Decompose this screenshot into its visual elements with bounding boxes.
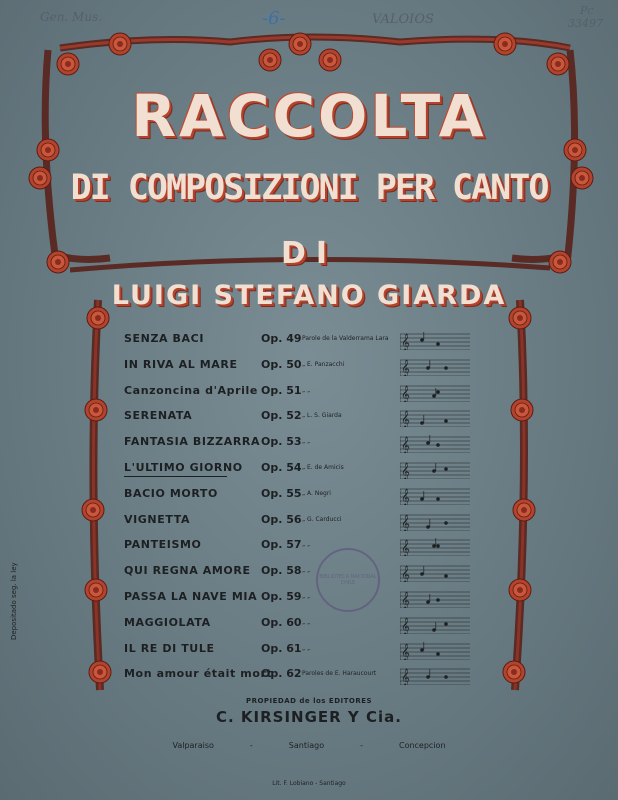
song-title: Canzoncina d'Aprile [124, 383, 258, 397]
song-title: SERENATA [124, 409, 193, 423]
song-opus: Op. 60 [261, 615, 302, 629]
svg-text:𝄞: 𝄞 [401, 436, 410, 454]
song-lyricist: „ „ [302, 618, 311, 626]
music-incipit [400, 614, 470, 634]
music-incipit [400, 382, 470, 402]
song-title: FANTASIA BIZZARRA [124, 435, 261, 449]
song-lyricist: „ G. Carducci [302, 515, 342, 523]
song-lyricist: „ E. Panzacchi [302, 360, 345, 368]
song-row [124, 431, 594, 455]
song-row [124, 638, 594, 662]
deposit-note: Depositado seg. la ley [10, 562, 18, 640]
song-lyricist: „ „ [302, 438, 311, 446]
title-di: DI [280, 236, 338, 271]
handwritten-number: -6- [262, 8, 286, 29]
music-incipit [400, 330, 470, 350]
song-opus: Op. 49 [261, 332, 302, 345]
music-incipit [400, 588, 470, 608]
song-row [124, 612, 594, 636]
title-underline [124, 476, 227, 477]
music-incipit [400, 536, 470, 556]
song-opus: Op. 59 [261, 590, 302, 603]
song-lyricist: „ „ [302, 541, 311, 549]
song-lyricist: „ „ [302, 644, 311, 652]
svg-text:𝄞: 𝄞 [401, 410, 410, 428]
svg-text:𝄞: 𝄞 [401, 487, 410, 505]
svg-text:𝄞: 𝄞 [401, 565, 410, 583]
music-incipit [400, 511, 470, 531]
svg-text:𝄞: 𝄞 [401, 642, 410, 660]
handwritten-shelfmark: 33497 [568, 17, 603, 30]
song-row [124, 405, 594, 429]
song-opus: Op. 52 [261, 409, 302, 423]
song-lyricist: „ E. de Amicis [302, 464, 344, 471]
song-lyricist: „ „ [302, 593, 311, 600]
song-row [124, 354, 594, 378]
title-composer: LUIGI STEFANO GIARDA [111, 280, 507, 311]
song-row [124, 509, 594, 533]
separator: - [360, 741, 363, 750]
handwritten-shelfmark: Pc [580, 4, 594, 17]
song-title: IN RIVA AL MARE [124, 357, 238, 371]
music-incipit [400, 407, 470, 427]
stamp-text: BIBLIOTECA NACIONAL [319, 574, 377, 580]
song-title: PANTEISMO [124, 538, 202, 552]
music-incipit [400, 665, 470, 685]
svg-text:𝄞: 𝄞 [401, 668, 410, 686]
music-incipit [400, 562, 470, 582]
printer-credit: Lit. F. Lobiano - Santiago [272, 780, 346, 787]
song-title: Mon amour était mort [124, 667, 273, 681]
song-row [124, 380, 594, 404]
song-opus: Op. 53 [261, 435, 302, 449]
svg-text:𝄞: 𝄞 [401, 591, 410, 608]
song-opus: Op. 58 [261, 564, 302, 578]
publisher-name: C. KIRSINGER Y Cia. [215, 708, 402, 726]
publisher-cities [80, 741, 538, 750]
music-incipit [400, 485, 470, 505]
separator: - [249, 741, 253, 750]
song-title: SENZA BACI [124, 332, 205, 345]
svg-text:𝄞: 𝄞 [401, 384, 410, 402]
song-opus: Op. 50 [261, 357, 302, 371]
song-row [124, 457, 594, 481]
music-incipit [400, 433, 470, 453]
song-lyricist: „ „ [302, 567, 311, 575]
song-lyricist: Parole de la Valderrama Lara [302, 335, 389, 342]
music-incipit [400, 356, 470, 376]
svg-text:𝄞: 𝄞 [401, 616, 410, 634]
song-title: BACIO MORTO [124, 486, 218, 500]
song-title: IL RE DI TULE [124, 641, 215, 655]
song-opus: Op. 54 [261, 461, 302, 474]
handwritten-note: Gen. Mus. [40, 10, 103, 24]
song-opus: Op. 61 [261, 641, 302, 655]
song-opus: Op. 55 [261, 486, 302, 500]
title-subtitle: DI COMPOSIZIONI PER CANTO [70, 168, 548, 208]
song-title: MAGGIOLATA [124, 615, 211, 629]
song-opus: Op. 51 [261, 383, 302, 397]
music-incipit [400, 640, 470, 660]
song-lyricist: Paroles de E. Haraucourt [302, 670, 377, 678]
song-row [124, 663, 594, 687]
song-opus: Op. 62 [261, 667, 302, 681]
song-title: VIGNETTA [124, 512, 191, 526]
publisher-note: PROPIEDAD de los EDITORES [245, 697, 373, 705]
song-lyricist: „ A. Negri [302, 489, 331, 497]
song-row [124, 328, 594, 352]
stamp-text: CHILE [340, 580, 356, 586]
song-opus: Op. 57 [261, 538, 302, 552]
svg-text:𝄞: 𝄞 [401, 513, 410, 531]
city: Valparaiso [172, 741, 214, 750]
handwritten-note: VALOIOS [372, 12, 434, 27]
music-incipit [400, 459, 470, 479]
song-opus: Op. 56 [261, 512, 302, 526]
svg-text:𝄞: 𝄞 [401, 462, 410, 479]
song-lyricist: „ „ [302, 386, 311, 394]
song-row [124, 483, 594, 507]
svg-text:𝄞: 𝄞 [401, 358, 410, 376]
svg-text:𝄞: 𝄞 [401, 333, 410, 350]
city: Santiago [288, 741, 325, 750]
song-lyricist: „ L. S. Giarda [302, 412, 342, 420]
city: Concepcion [398, 741, 446, 750]
song-title: QUI REGNA AMORE [124, 564, 251, 578]
title-raccolta: RACCOLTA [131, 82, 487, 150]
library-stamp [316, 548, 380, 612]
song-title: L'ULTIMO GIORNO [124, 461, 243, 474]
svg-text:𝄞: 𝄞 [401, 539, 410, 557]
song-title: PASSA LA NAVE MIA [124, 590, 258, 603]
